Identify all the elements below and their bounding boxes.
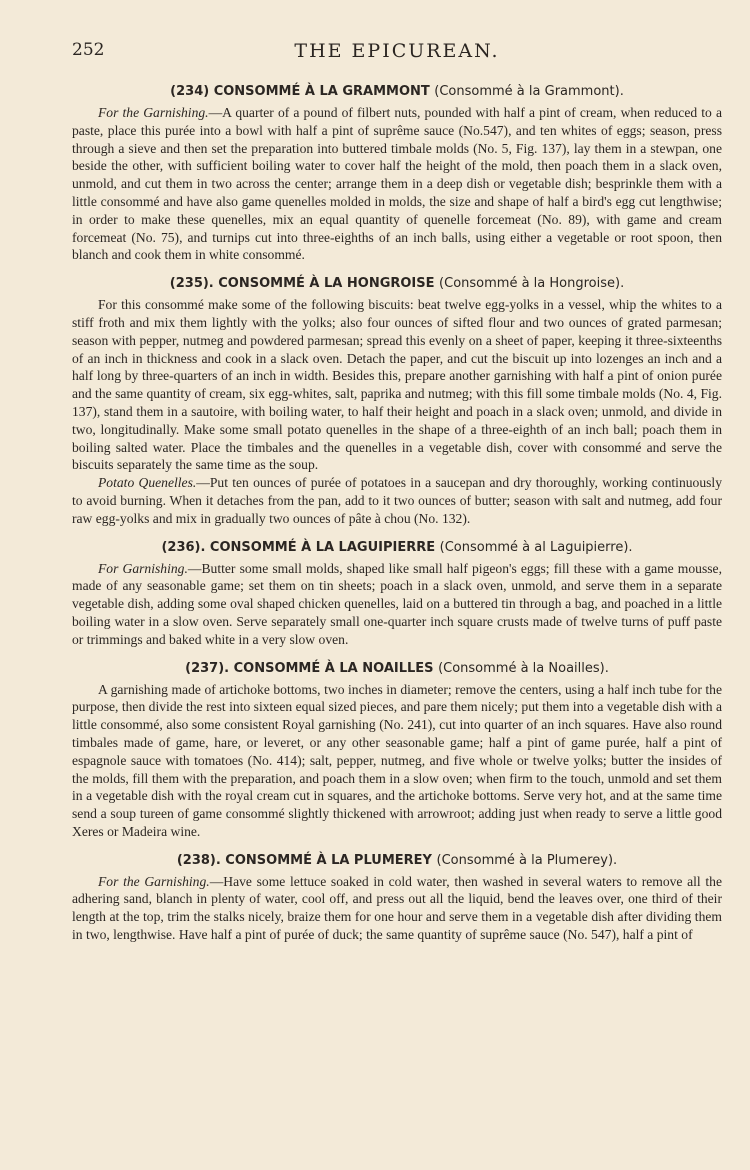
paragraph-lead: For Garnishing. xyxy=(98,560,188,576)
recipe-section xyxy=(72,661,722,841)
paragraph-text: —Have some lettuce soaked in cold water, then washed in several waters to remove all the adhering sand, blanch in plenty of water, cool off, and press out all the liquid, bend the leaves over, one third of their length at the top, trim the stalks nicely, braize them for one hour and serve them in a vegetable dish after dividing them in two, lengthwise. Have half a pint of purée of duck; the same quantity of suprême sauce (No. 547), half a pint of xyxy=(72,873,722,943)
recipe-heading-subtitle: (Consommé à la Noailles). xyxy=(438,660,609,676)
paragraph-text: A garnishing made of artichoke bottoms, two inches in diameter; remove the centers, using a half inch tube for the purpose, then divide the rest into sixteen equal sized pieces, and pare them nicely; put them into a vegetable dish with a little consommé, also some consistent Royal garnishing (No. 241), cut into quarter of an inch squares. Have also round timbales made of game, hare, or leveret, or any other seasonable game; half a pint of game purée, half a pint of espagnole sauce with tomatoes (No. 414); salt, pepper, nutmeg, and five whole or twelve yolks; butter the insides of the molds, fill them with the preparation, and poach them in a slow oven; when firm to the touch, unmold and set them in a vegetable dish with the royal cream cut in squares, and the artichoke bottoms. Serve very hot, and at the same time send a soup tureen of game consommé slightly thickened with arrowroot; adding just when ready to serve a little good Xeres or Madeira wine. xyxy=(72,681,722,839)
paragraph-text: —Butter some small molds, shaped like small half pigeon's eggs; fill these with a game mousse, made of any seasonable game; set them on tin sheets; poach in a slack oven, unmold, and serve them in a separate vegetable dish, adding some oval shaped chicken quenelles, laid on a buttered tin through a bag, and poached in a little boiling water in a slow oven. Serve separately small one-quarter inch square crusts made of twelve turns of puff paste or trimmings and baked white in a very slow oven. xyxy=(72,560,722,647)
recipe-heading xyxy=(72,853,722,868)
running-title: THE EPICUREAN. xyxy=(294,40,500,62)
recipe-heading-main: (234) CONSOMMÉ À LA GRAMMONT xyxy=(170,84,430,99)
running-head xyxy=(72,40,722,70)
page-number: 252 xyxy=(72,40,105,60)
recipe-heading-subtitle: (Consommé à la Grammont). xyxy=(434,84,624,99)
recipe-paragraph xyxy=(72,873,722,944)
paragraph-text: For this consommé make some of the following biscuits: beat twelve egg-yolks in a vessel, whip the whites to a stiff froth and mix them lightly with the yolks; also four ounces of sifted flour and two ounces of grated parmesan; season with pepper, nutmeg and powdered parmesan; spread this evenly on a sheet of paper, keeping it three-sixteenths of an inch in thickness and cook in a slack oven. Detach the paper, and cut the biscuit up into lozenges an inch and a half long by three-quarters of an inch in width. Besides this, prepare another garnishing with half a pint of onion purée and the same quantity of cream, six egg-whites, salt, paprika and nutmeg; with this fill some timbale molds (No. 4, Fig. 137), stand them in a sautoire, with boiling water, to half their height and poach in a slack oven; unmold, and divide in two, longitudinally. Make some small potato quenelles in the shape of a three-eighth of an inch ball; poach them in boiling salted water. Place the timbales and the quenelles in a vegetable dish, cover with consommé and serve the biscuits separately the same time as the soup. xyxy=(72,297,722,473)
recipe-section xyxy=(72,84,722,264)
recipe-list xyxy=(72,84,722,944)
recipe-heading xyxy=(72,540,722,555)
paragraph-text: —A quarter of a pound of filbert nuts, pounded with half a pint of cream, when reduced to a paste, place this purée into a bowl with half a pint of suprême sauce (No.547), and ten whites of eggs; season, press through a sieve and then set the preparation into buttered timbale molds (No. 5, Fig. 137), lay them in a stewpan, one beside the other, with sufficient boiling water to cover half the height of the mold, then poach them in a slack oven, unmold, and cut them in two across the center; arrange them in a deep dish or vegetable dish; besprinkle them with a little consommé and have also game quenelles molded in molds, the size and shape of half a bird's egg cut lengthwise; in order to make these quenelles, mix an equal quantity of quenelle forcemeat (No. 89), with game and cream forcemeat (No. 75), and turnips cut into three-eighths of an inch balls, using either a vegetable or root spoon, then blanch and cook them in white consommé. xyxy=(72,105,722,263)
paragraph-lead: For the Garnishing. xyxy=(98,873,210,889)
paragraph-text: —Put ten ounces of purée of potatoes in a saucepan and dry thoroughly, working continuously to avoid burning. When it detaches from the pan, add to it two ounces of butter; season with salt and nutmeg, add four raw egg-yolks and mix in gradually two ounces of pâte à chou (No. 132). xyxy=(72,475,722,526)
recipe-heading-subtitle: (Consommé à la Hongroise). xyxy=(439,276,625,292)
recipe-section xyxy=(72,853,722,944)
recipe-section xyxy=(72,276,722,527)
recipe-heading xyxy=(72,84,722,99)
recipe-heading-subtitle: (Consommé à al Laguipierre). xyxy=(439,539,633,555)
recipe-heading-main: (235). CONSOMMÉ À LA HONGROISE xyxy=(169,276,435,292)
recipe-heading-main: (237). CONSOMMÉ À LA NOAILLES xyxy=(185,660,434,676)
recipe-heading xyxy=(72,661,722,676)
recipe-paragraph xyxy=(72,560,722,649)
recipe-paragraph xyxy=(72,296,722,474)
recipe-paragraph xyxy=(72,104,722,264)
recipe-heading-main: (236). CONSOMMÉ À LA LAGUIPIERRE xyxy=(161,539,436,555)
recipe-paragraph xyxy=(72,681,722,841)
paragraph-lead: For the Garnishing. xyxy=(98,105,209,120)
recipe-section xyxy=(72,540,722,649)
recipe-heading-subtitle: (Consommé à la Plumerey). xyxy=(436,852,618,868)
recipe-heading xyxy=(72,276,722,291)
paragraph-lead: Potato Quenelles. xyxy=(98,475,197,491)
recipe-paragraph xyxy=(72,474,722,527)
recipe-heading-main: (238). CONSOMMÉ À LA PLUMEREY xyxy=(176,852,432,868)
